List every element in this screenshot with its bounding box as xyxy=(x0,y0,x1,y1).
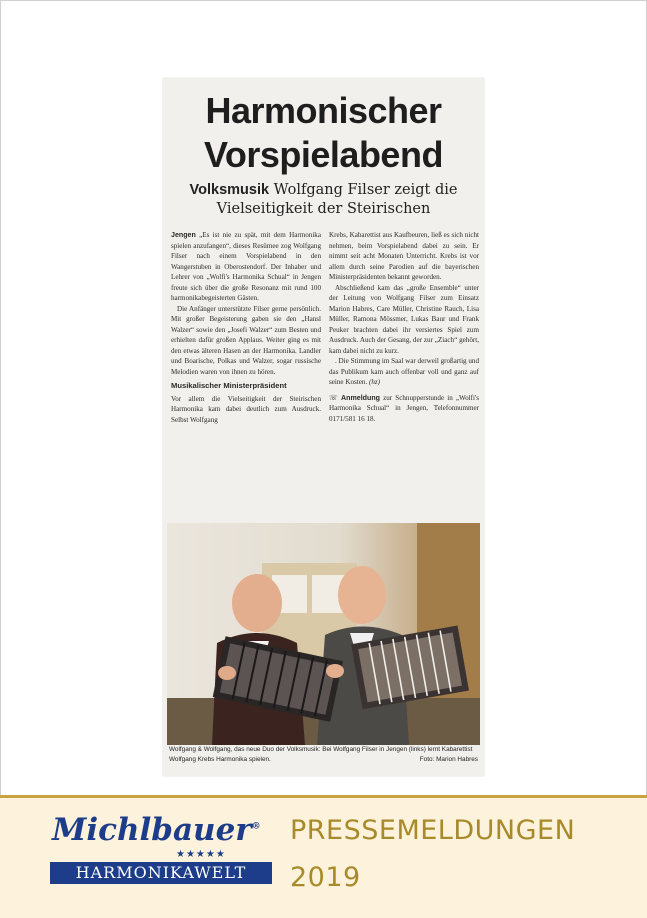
article-paragraph: Vor allem die Vielseitigkeit der Steirischen Harmonika kam dabei deutlich zum Ausdruck. Selbst Wolfgang xyxy=(171,394,321,424)
subheadline-text-1: Wolfgang Filser zeigt die xyxy=(273,182,458,198)
press-releases-title: PRESSEMELDUNGEN xyxy=(290,815,576,846)
photo-credit: Foto: Marion Habres xyxy=(419,756,478,763)
newspaper-clipping xyxy=(163,78,484,776)
photo-caption xyxy=(169,745,478,765)
author-signature: (hz) xyxy=(369,378,381,386)
article-column-left xyxy=(171,230,321,425)
duo-photo xyxy=(167,523,480,745)
logo-name-text: Michlbauer xyxy=(52,812,252,848)
headline-line-2: Vorspielabend xyxy=(204,134,443,175)
article-paragraph: Abschließend kam das „große Ensemble“ unter der Leitung von Wolfgang Filser zum Einsatz Marion Habres, Care Müller, Christine Rauch, Lisa Müller, Ramona Mössmer, Lukas Baur und Frank Peuker brachten dabei ihr versiertes Spiel zum Ausdruck. Auch der Gesang, der zur „Ziach“ gehört, kam dabei nicht zu kurz. xyxy=(329,283,479,355)
stars-icon: ★★★★★ xyxy=(176,849,226,860)
subheadline-kicker: Volksmusik xyxy=(189,182,270,198)
headline-line-1: Harmonischer xyxy=(205,90,442,131)
announcement xyxy=(329,393,479,425)
article-paragraph xyxy=(171,230,321,304)
announcement-label: Anmeldung xyxy=(340,393,380,402)
article-column-right xyxy=(329,230,479,424)
dateline: Jengen xyxy=(171,231,196,239)
michlbauer-logo xyxy=(50,812,280,887)
article-paragraph: Die Anfänger unterstützte Filser gerne persönlich. Mit großer Begeisterung gaben sie den „Hansl Walzer“ sowie den „Josefi Walzer“ zum Besten und erhielten dafür großen Applaus. Weiter ging es mit den etwas älteren Hasen an der Harmonika. Landler und Boarische, Polkas und Walzer, sogar russische Melodien waren von ihnen zu hören. xyxy=(171,304,321,376)
article-text: „Es ist nie zu spät, mit dem Harmonika spielen anzufangen“, dieses Resümee zog Wolfgang Filser nach einem Vorspielabend in den Wangerstuben in Oberostendorf. Der Inhaber und Lehrer von „Wolfi's Harmonika Schual“ in Jengen freute sich über die große Resonanz mit rund 100 harmonikabegeisterten Gästen. xyxy=(171,231,321,302)
press-releases-year: 2019 xyxy=(290,862,361,893)
logo-wordmark xyxy=(52,812,261,848)
article-paragraph: Krebs, Kabarettist aus Kaufbeuren, ließ es sich nicht nehmen, beim Vorspielabend dabei zu sein. Er nimmt seit acht Monaten Unterricht. Krebs ist vor allem durch seine Parodien auf die bayerischen Ministerpräsidenten bekannt geworden. xyxy=(329,231,479,281)
announcement-text: zur Schnupperstunde in „Wolfi's Harmonika Schual“ in Jengen, Telefonnummer 0171/581 16 18. xyxy=(329,393,480,423)
announcement-icon: ☏ xyxy=(329,393,338,402)
section-subhead: Musikalischer Ministerpräsident xyxy=(171,381,287,390)
caption-text: Wolfgang & Wolfgang, das neue Duo der Volksmusik: Bei Wolfgang Filser in Jengen (links) lernt Kabarettist Wolfgang Krebs Harmonika spielen. xyxy=(169,746,473,763)
article-text: . Die Stimmung im Saal war derweil großartig und das Publikum kam auch offenbar voll und ganz auf seine Kosten. xyxy=(329,357,480,386)
subheadline-line-2: Vielseitigkeit der Steirischen xyxy=(216,201,431,217)
subheadline-line-1 xyxy=(163,181,484,200)
article-paragraph xyxy=(329,356,479,388)
logo-subline: HARMONIKAWELT xyxy=(50,862,272,884)
registered-icon: ® xyxy=(251,821,261,832)
